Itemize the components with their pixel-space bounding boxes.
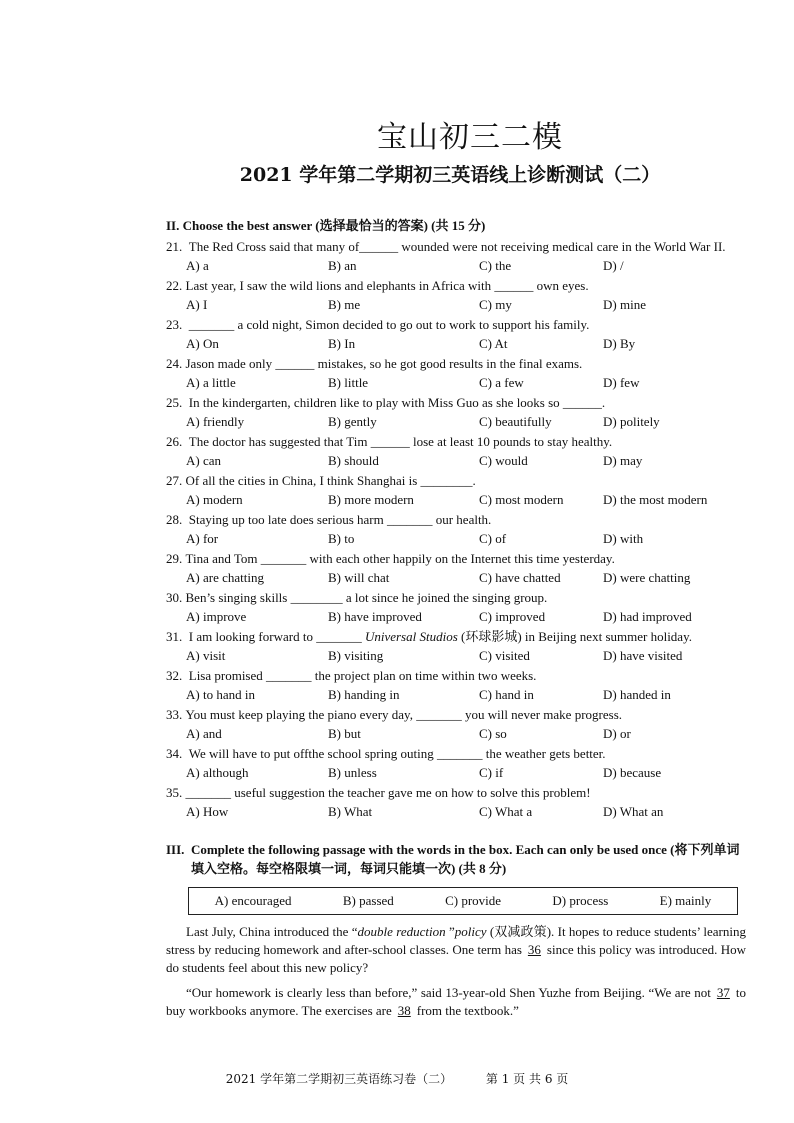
- answer-option: D) may: [603, 453, 643, 468]
- question-number: 24.: [166, 355, 186, 371]
- question-number: 30.: [166, 589, 186, 605]
- question-item: [166, 315, 746, 354]
- word-box-item: C) provide: [445, 892, 502, 908]
- answer-option: B) have improved: [328, 609, 422, 624]
- answer-option: D) or: [603, 726, 631, 741]
- section-3-number: III.: [166, 841, 191, 857]
- answer-option: B) will chat: [328, 570, 390, 585]
- answer-options: [166, 724, 746, 744]
- answer-options: [166, 529, 746, 549]
- question-text: _______ useful suggestion the teacher gave me on how to solve this problem!: [185, 784, 591, 800]
- answer-option: B) me: [328, 297, 361, 312]
- answer-option: A) On: [186, 336, 219, 351]
- answer-option: A) friendly: [186, 414, 245, 429]
- passage-text: “Our homework is clearly less than before,” said 13-year-old Shen Yuzhe from Beijing. “We are not: [186, 984, 711, 1000]
- answer-option: A) for: [186, 531, 219, 546]
- answer-option: A) How: [186, 804, 229, 819]
- answer-option: C) if: [479, 765, 504, 780]
- answer-option: D) By: [603, 336, 636, 351]
- footer-exam-name: 2021 学年第二学期初三英语练习卷（二）: [225, 1072, 453, 1086]
- question-stem: [166, 783, 746, 803]
- passage-text: from the textbook.”: [416, 1002, 519, 1018]
- answer-option: A) to hand in: [186, 687, 255, 702]
- answer-options: [166, 412, 746, 432]
- answer-option: C) have chatted: [479, 570, 561, 585]
- question-text-part: I am looking forward to _______: [188, 628, 365, 644]
- question-stem: [166, 588, 746, 608]
- question-number: 27.: [166, 472, 186, 488]
- question-text: _______ a cold night, Simon decided to go out to work to support his family.: [188, 316, 590, 332]
- answer-options: [166, 763, 746, 783]
- answer-option: C) so: [479, 726, 507, 741]
- answer-option: C) a few: [479, 375, 524, 390]
- question-number: 25.: [166, 394, 189, 410]
- passage-text: Last July, China introduced the “: [186, 923, 358, 939]
- answer-option: B) should: [328, 453, 379, 468]
- question-number: 28.: [166, 511, 189, 527]
- answer-option: B) gently: [328, 414, 377, 429]
- passage-italic-text: policy: [454, 923, 487, 939]
- answer-option: D) few: [603, 375, 640, 390]
- question-stem: [166, 315, 746, 335]
- word-box-item: B) passed: [342, 892, 394, 908]
- answer-option: C) the: [479, 258, 512, 273]
- question-text: You must keep playing the piano every day, _______ you will never make progress.: [185, 706, 623, 722]
- blank-38: 38: [397, 1002, 411, 1018]
- answer-options: [166, 685, 746, 705]
- word-box-item: D) process: [552, 892, 609, 908]
- answer-option: C) most modern: [479, 492, 564, 507]
- question-item: [166, 588, 746, 627]
- passage-paragraph-1: [166, 923, 746, 977]
- answer-option: C) would: [479, 453, 528, 468]
- answer-option: B) visiting: [328, 648, 384, 663]
- question-stem: [166, 432, 746, 452]
- question-item: [166, 666, 746, 705]
- footer-page-number: 第 1 页 共 6 页: [485, 1072, 569, 1086]
- question-number: 34.: [166, 745, 189, 761]
- question-item: [166, 432, 746, 471]
- answer-option: A) are chatting: [186, 570, 264, 585]
- passage-text: (双减政策). It hopes to reduce students’ learning stress by reducing homework and after-school classes. One term has: [166, 923, 746, 957]
- question-number: 26.: [166, 433, 189, 449]
- question-text-part: (环球影城) in Beijing next summer holiday.: [457, 628, 692, 644]
- answer-options: [166, 334, 746, 354]
- answer-options: [166, 490, 746, 510]
- question-item: [166, 783, 746, 822]
- answer-option: D) with: [603, 531, 644, 546]
- question-text: The doctor has suggested that Tim ______ lose at least 10 pounds to stay healthy.: [188, 433, 613, 449]
- question-stem: [166, 393, 746, 413]
- answer-option: C) visited: [479, 648, 530, 663]
- question-stem: [166, 744, 746, 764]
- answer-option: D) handed in: [603, 687, 671, 702]
- question-number: 23.: [166, 316, 189, 332]
- question-item: [166, 393, 746, 432]
- answer-option: D) had improved: [603, 609, 692, 624]
- answer-options: [166, 256, 746, 276]
- question-text: We will have to put offthe school spring outing _______ the weather gets better.: [188, 745, 606, 761]
- answer-option: A) and: [186, 726, 222, 741]
- question-text: In the kindergarten, children like to play with Miss Guo as she looks so ______.: [188, 394, 606, 410]
- answer-options: [166, 607, 746, 627]
- answer-option: B) an: [328, 258, 357, 273]
- answer-option: D) were chatting: [603, 570, 691, 585]
- blank-36: 36: [527, 941, 541, 957]
- answer-option: C) of: [479, 531, 507, 546]
- answer-option: A) a little: [186, 375, 236, 390]
- page-footer: [0, 1070, 794, 1087]
- word-box: [188, 887, 738, 915]
- question-item: [166, 705, 746, 744]
- exam-content: [166, 216, 746, 1020]
- answer-option: C) hand in: [479, 687, 534, 702]
- question-text: [189, 627, 746, 647]
- question-stem: [166, 471, 746, 491]
- question-number: 32.: [166, 667, 189, 683]
- question-text: Staying up too late does serious harm _______ our health.: [188, 511, 492, 527]
- section-2-heading: II. Choose the best answer (选择最恰当的答案) (共 15 分): [166, 218, 486, 233]
- passage-text: ”: [448, 923, 455, 939]
- answer-options: [166, 802, 746, 822]
- question-item: [166, 237, 746, 276]
- question-stem: [166, 276, 746, 296]
- question-number: 33.: [166, 706, 186, 722]
- answer-option: C) my: [479, 297, 512, 312]
- question-stem: [166, 666, 746, 686]
- answer-option: D) because: [603, 765, 662, 780]
- question-item: [166, 276, 746, 315]
- main-title: 宝山初三二模: [377, 120, 563, 155]
- question-text: Ben’s singing skills ________ a lot since he joined the singing group.: [185, 589, 548, 605]
- passage-italic-text: double reduction: [357, 923, 449, 939]
- answer-option: B) What: [328, 804, 373, 819]
- question-stem: [166, 237, 746, 257]
- answer-option: C) improved: [479, 609, 546, 624]
- question-italic-text: Universal Studios: [364, 628, 458, 644]
- answer-option: A) improve: [186, 609, 247, 624]
- answer-option: C) What a: [479, 804, 533, 819]
- section-3-instructions: Complete the following passage with the words in the box. Each can only be used once (将下列单词填入空格。每空格限填一词，每词只能填一次) (共 8 分): [190, 841, 740, 876]
- question-text: The Red Cross said that many of______ wounded were not receiving medical care in the World War II.: [188, 238, 726, 254]
- answer-options: [166, 295, 746, 315]
- question-text: Last year, I saw the wild lions and elephants in Africa with ______ own eyes.: [185, 277, 589, 293]
- answer-option: D) the most modern: [603, 492, 708, 507]
- question-number: 29.: [166, 550, 186, 566]
- sub-title: 2021 学年第二学期初三英语线上诊断测试（二）: [239, 164, 661, 186]
- question-stem: [166, 705, 746, 725]
- answer-options: [166, 451, 746, 471]
- answer-option: B) little: [328, 375, 369, 390]
- section-3-heading: [166, 840, 746, 879]
- answer-option: D) politely: [603, 414, 660, 429]
- answer-option: D) have visited: [603, 648, 683, 663]
- question-stem: [166, 510, 746, 530]
- answer-option: B) unless: [328, 765, 377, 780]
- question-text: Of all the cities in China, I think Shanghai is ________.: [185, 472, 476, 488]
- question-number: 21.: [166, 238, 189, 254]
- answer-options: [166, 568, 746, 588]
- answer-option: B) In: [328, 336, 356, 351]
- question-stem: [166, 354, 746, 374]
- word-box-item: E) mainly: [659, 892, 712, 908]
- question-text: Tina and Tom _______ with each other happily on the Internet this time yesterday.: [185, 550, 615, 566]
- answer-option: D) What an: [603, 804, 664, 819]
- question-item: [166, 744, 746, 783]
- answer-options: [166, 373, 746, 393]
- answer-option: D) mine: [603, 297, 646, 312]
- answer-option: C) beautifully: [479, 414, 552, 429]
- question-item: [166, 471, 746, 510]
- question-item: [166, 510, 746, 549]
- answer-option: A) although: [186, 765, 249, 780]
- question-number: 22.: [166, 277, 186, 293]
- answer-option: C) At: [479, 336, 508, 351]
- passage-text: since this policy was introduced. How do students feel about this new policy?: [166, 941, 746, 975]
- section-3: [166, 840, 746, 1020]
- word-box-item: A) encouraged: [214, 892, 292, 908]
- question-text: Lisa promised _______ the project plan on time within two weeks.: [188, 667, 537, 683]
- blank-37: 37: [716, 984, 730, 1000]
- question-stem: [166, 549, 746, 569]
- answer-option: B) but: [328, 726, 361, 741]
- question-item: [166, 627, 746, 666]
- question-number: 31.: [166, 628, 189, 644]
- passage-text: to buy workbooks anymore. The exercises are: [166, 984, 746, 1018]
- question-item: [166, 549, 746, 588]
- answer-options: [166, 646, 746, 666]
- answer-option: B) more modern: [328, 492, 414, 507]
- question-number: 35.: [166, 784, 186, 800]
- question-list: [166, 237, 746, 822]
- answer-option: A) I: [186, 297, 208, 312]
- answer-option: A) modern: [186, 492, 243, 507]
- answer-option: A) can: [186, 453, 222, 468]
- answer-option: A) a: [186, 258, 209, 273]
- question-stem: [166, 627, 746, 647]
- passage-paragraph-2: [166, 984, 746, 1020]
- answer-option: B) handing in: [328, 687, 400, 702]
- answer-option: B) to: [328, 531, 355, 546]
- question-text: Jason made only ______ mistakes, so he got good results in the final exams.: [185, 355, 583, 371]
- answer-option: D) /: [603, 258, 624, 273]
- question-item: [166, 354, 746, 393]
- answer-option: A) visit: [186, 648, 226, 663]
